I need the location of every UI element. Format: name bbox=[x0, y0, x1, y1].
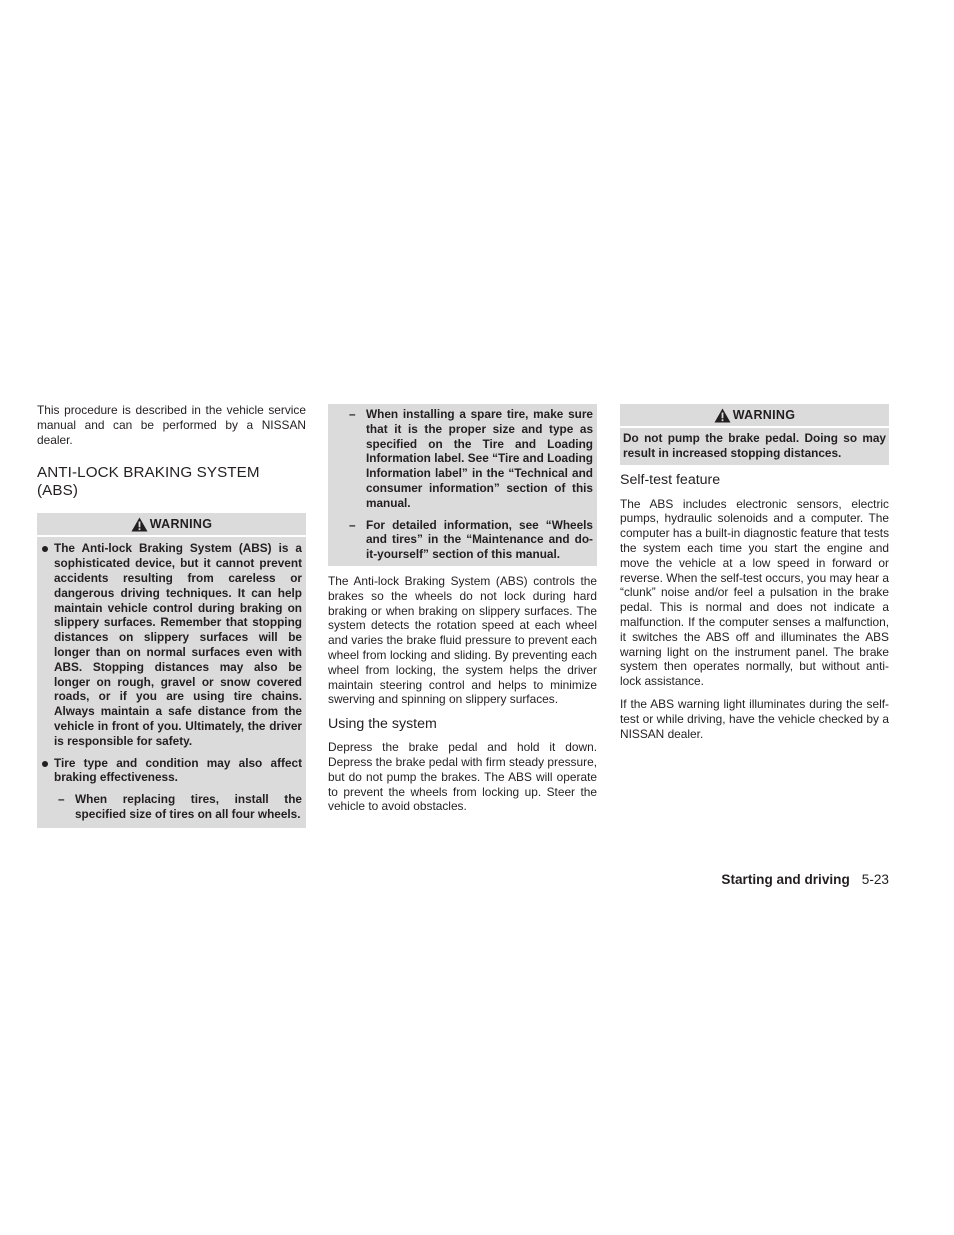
warning-dash-item bbox=[332, 407, 593, 511]
warning-dash-item bbox=[332, 518, 593, 562]
warning-dash-text: For detailed information, see “Wheels and tires” in the “Maintenance and do-it-yourself” section of this manual. bbox=[366, 517, 593, 562]
bullet-dot bbox=[42, 546, 48, 552]
section-title-line1: ANTI-LOCK BRAKING SYSTEM bbox=[37, 464, 260, 482]
column-right bbox=[620, 404, 889, 741]
warning-light-paragraph: If the ABS warning light illuminates during the self-test or while driving, have the vehicle checked by a NISSAN dealer. bbox=[620, 696, 889, 741]
dash-mark: – bbox=[58, 792, 65, 807]
pedal-warning-box bbox=[620, 404, 889, 465]
abs-description-paragraph: The Anti-lock Braking System (ABS) controls the brakes so the wheels do not lock during hard braking or when braking on slippery surfaces. The system detects the rotation speed at each wheel and varies the brake fluid pressure to prevent each wheel from locking and sliding. By preventing each wheel from locking, the system helps the driver maintain steering control and helps to minimize swerving and spinning on slippery surfaces. bbox=[328, 573, 597, 707]
self-test-paragraph: The ABS includes electronic sensors, electric pumps, hydraulic solenoids and a computer. The computer has a built-in diagnostic feature that tests the system each time you start the engine and move the vehicle at a low speed in forward or reverse. When the self-test occurs, you may hear a “clunk” noise and/or feel a pulsation in the brake pedal. This is normal and does not indicate a malfunction. If the computer senses a malfunction, it switches the ABS off and illuminates the ABS warning light on the instrument panel. The brake system then operates normally, but without anti-lock assistance. bbox=[620, 496, 890, 689]
intro-paragraph: This procedure is described in the vehicle service manual and can be performed by a NISSAN dealer. bbox=[37, 403, 306, 447]
warning-triangle-icon bbox=[714, 408, 731, 423]
warning-heading bbox=[37, 513, 306, 537]
subheading-using-the-system: Using the system bbox=[328, 716, 437, 733]
page-number: 5-23 bbox=[861, 872, 889, 887]
abs-warning-box-continued bbox=[328, 404, 597, 566]
dash-mark: – bbox=[349, 517, 356, 532]
section-title-line2: (ABS) bbox=[37, 481, 79, 499]
subheading-self-test-feature: Self-test feature bbox=[620, 471, 721, 488]
column-left bbox=[37, 403, 306, 828]
warning-bullet-item bbox=[41, 541, 302, 748]
bullet-dot bbox=[42, 761, 48, 767]
page-footer bbox=[721, 872, 889, 887]
footer-section-name: Starting and driving bbox=[721, 872, 850, 887]
warning-bullet-item bbox=[41, 756, 302, 786]
warning-heading bbox=[620, 404, 889, 428]
column-middle bbox=[328, 404, 597, 814]
section-title bbox=[37, 464, 306, 499]
warning-heading-label: WARNING bbox=[732, 408, 796, 422]
warning-dash-text: When installing a spare tire, make sure that it is the proper size and type as specified on the Tire and Loading Information label. See “Tire and Loading Information label” in the “Technical and consumer information” section of this manual. bbox=[366, 407, 593, 510]
dash-mark: – bbox=[349, 407, 356, 421]
warning-dash-text: When replacing tires, install the specified size of tires on all four wheels. bbox=[75, 792, 302, 821]
using-system-paragraph: Depress the brake pedal and hold it down. Depress the brake pedal with firm steady pressure, but do not pump the brakes. The ABS will operate to prevent the wheels from locking up. Steer the vehicle to avoid obstacles. bbox=[328, 740, 597, 814]
warning-bullet-text: Tire type and condition may also affect braking effectiveness. bbox=[54, 755, 302, 785]
warning-triangle-icon bbox=[131, 517, 148, 532]
warning-heading-label: WARNING bbox=[149, 517, 213, 532]
warning-text: Do not pump the brake pedal. Doing so may result in increased stopping distances. bbox=[623, 431, 886, 460]
warning-bullet-text: The Anti-lock Braking System (ABS) is a sophisticated device, but it cannot prevent accidents resulting from careless or dangerous driving techniques. It can help maintain vehicle control during braking on slippery surfaces. Remember that stopping distances on slippery surfaces will be longer than on normal surfaces even with ABS. Stopping distances may also be longer on rough, gravel or snow covered roads, or if you are using tire chains. Always maintain a safe distance from the vehicle in front of you. Ultimately, the driver is responsible for safety. bbox=[54, 541, 302, 748]
warning-dash-item bbox=[41, 792, 302, 822]
abs-warning-box bbox=[37, 513, 306, 827]
